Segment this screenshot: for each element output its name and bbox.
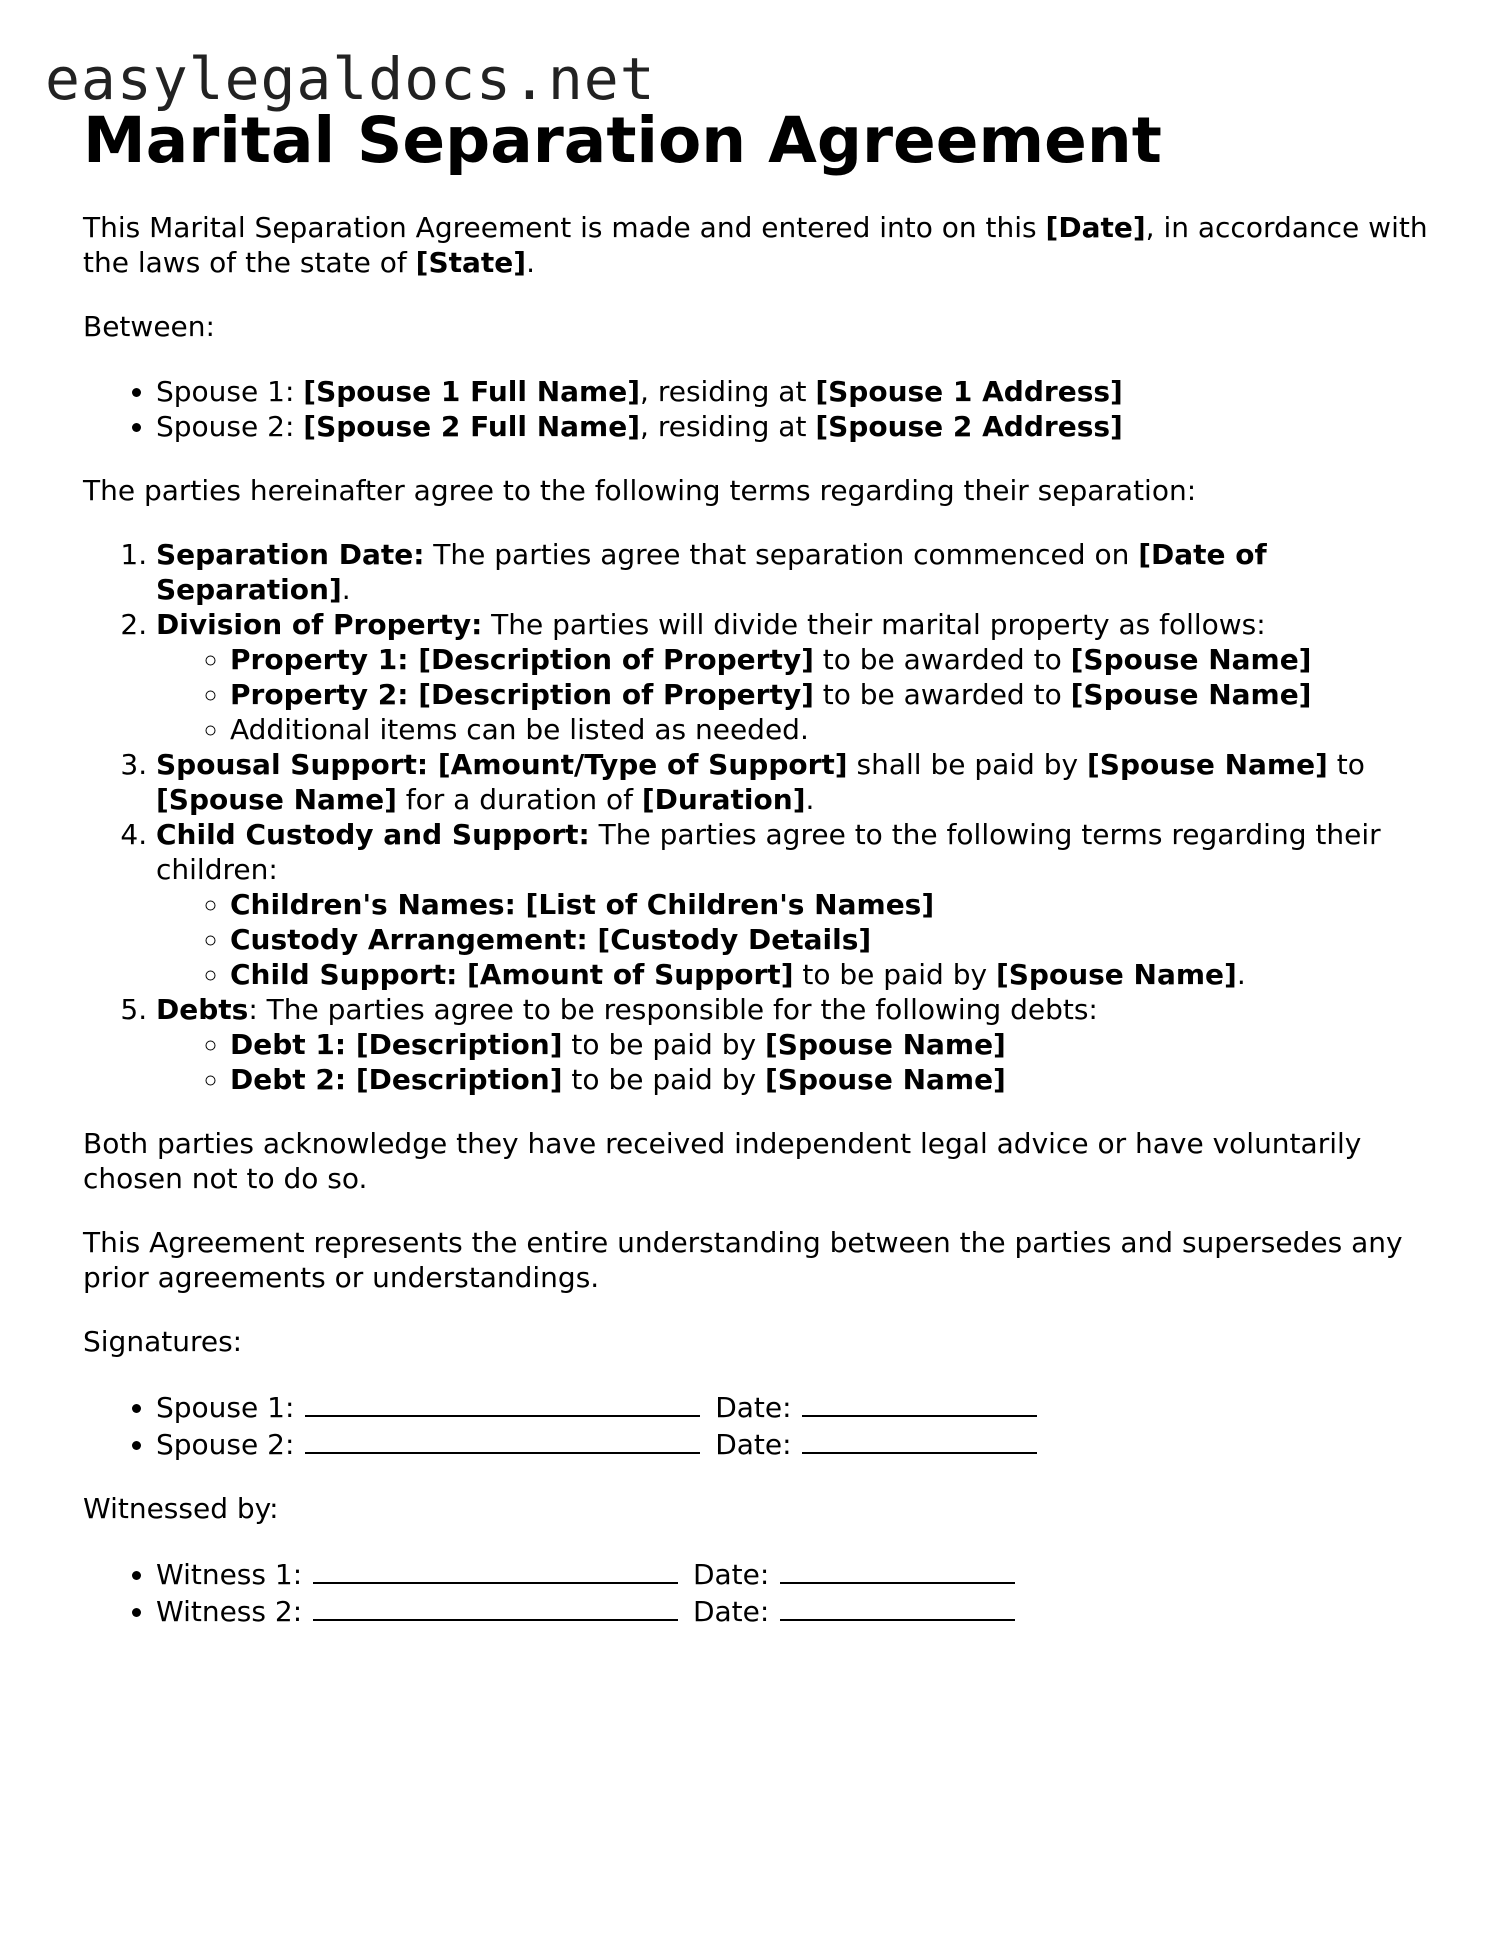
property-additional: ◦ Additional items can be listed as needed. [230,712,1443,747]
property-item [230,642,1443,677]
party-spouse-2 [156,409,1443,444]
term-spousal-support [156,747,1443,817]
property-item [230,677,1443,712]
party-spouse-1 [156,374,1443,409]
witnessed-label: Witnessed by: [83,1492,279,1525]
spouse-name-placeholder: [Spouse 2 Full Name] [303,410,641,443]
term-child-custody [156,817,1443,992]
property-list [156,642,1443,747]
term-text: to be paid by [562,1063,765,1096]
term-heading: Separation Date: [156,538,425,571]
duration-placeholder: [Duration] [641,783,806,816]
witness-signature-line[interactable] [313,1592,678,1621]
property-placeholder: Property 1: [Description of Property] [230,643,814,676]
child-support-placeholder: Child Support: [Amount of Support] [230,958,794,991]
term-heading: Division of Property: [156,608,483,641]
custody-arrangement-item [230,922,1443,957]
spouse-name-placeholder: [Spouse Name] [1070,643,1312,676]
witness-signature-line[interactable] [313,1555,678,1584]
term-text: The parties will divide their marital property as follows: [482,608,1266,641]
custody-arrangement-placeholder: Custody Arrangement: [Custody Details] [230,923,872,956]
term-text: The parties agree that separation commenced on [424,538,1139,571]
debt-placeholder: Debt 1: [Description] [230,1028,563,1061]
acknowledgement-paragraph: Both parties acknowledge they have received independent legal advice or have voluntarily chosen not to do so. [83,1127,1362,1195]
site-watermark: easylegaldocs.net [45,45,656,113]
spouse-address-placeholder: [Spouse 1 Address] [815,375,1123,408]
party-text: , residing at [640,410,816,443]
date-line[interactable] [780,1555,1015,1584]
signature-row-spouse-2 [156,1425,1443,1462]
party-label: Spouse 1: [156,375,304,408]
witness-row-2 [156,1592,1443,1629]
parties-list [83,374,1443,444]
spouse-name-placeholder: [Spouse 1 Full Name] [303,375,641,408]
term-text: for a duration of [396,783,642,816]
signature-label: Spouse 1: [156,1391,295,1424]
witness-label: Witness 1: [156,1558,303,1591]
agreement-date-placeholder: [Date] [1045,211,1146,244]
term-text: The parties agree to the following terms regarding their children: [156,818,1381,886]
childrens-names-placeholder: Children's Names: [List of Children's Names] [230,888,935,921]
term-text: . [805,783,815,816]
spouse-name-placeholder: [Spouse Name] [764,1063,1006,1096]
term-text: . [341,573,351,606]
witnesses-list [83,1555,1443,1629]
intro-text: , in accordance with the laws of the state of [83,211,1428,279]
intro-text: . [526,246,535,279]
spouse-name-placeholder: [Spouse Name] [156,783,397,816]
debt-item [230,1062,1443,1097]
intro-text: This Marital Separation Agreement is made and entered into on this [83,211,1046,244]
term-text: to be paid by [793,958,996,991]
terms-list [83,537,1443,1097]
spouse-name-placeholder: [Spouse Name] [995,958,1237,991]
witness-row-1 [156,1555,1443,1592]
separation-date-placeholder: [Date of Separation] [156,538,1267,606]
party-label: Spouse 2: [156,410,304,443]
term-text: : The parties agree to be responsible for the following debts: [248,993,1098,1026]
date-line[interactable] [802,1425,1037,1454]
witness-label: Witness 2: [156,1595,303,1628]
signatures-label: Signatures: [83,1325,243,1358]
date-label: Date: [692,1595,770,1628]
term-text: . [1236,958,1246,991]
signature-row-spouse-1 [156,1388,1443,1425]
date-label: Date: [715,1428,792,1461]
entire-agreement-paragraph: This Agreement represents the entire understanding between the parties and supersedes any prior agreements or understandings. [83,1226,1403,1294]
party-text: , residing at [640,375,816,408]
childrens-names-item [230,887,1443,922]
term-division-of-property [156,607,1443,747]
document-title: Marital Separation Agreement [83,104,1162,177]
custody-list [156,887,1443,992]
spouse-address-placeholder: [Spouse 2 Address] [815,410,1123,443]
date-line[interactable] [780,1592,1015,1621]
term-heading: Child Custody and Support: [156,818,590,851]
state-placeholder: [State] [415,246,527,279]
term-debts [156,992,1443,1097]
document [83,104,1443,1629]
term-heading: Spousal Support: [Amount/Type of Support] [156,748,848,781]
date-label: Date: [715,1391,792,1424]
date-label: Date: [692,1558,770,1591]
debt-item [230,1027,1443,1062]
spouse-name-placeholder: [Spouse Name] [1086,748,1328,781]
term-text: to be awarded to [813,643,1071,676]
between-label: Between: [83,310,215,343]
term-text: to be awarded to [813,678,1071,711]
signatures-list [83,1388,1443,1462]
debts-list [156,1027,1443,1097]
property-placeholder: Property 2: [Description of Property] [230,678,814,711]
date-line[interactable] [802,1388,1037,1417]
term-text: to be paid by [562,1028,765,1061]
intro-paragraph [83,210,1443,280]
spouse-name-placeholder: [Spouse Name] [764,1028,1006,1061]
signature-line[interactable] [305,1388,700,1417]
signature-label: Spouse 2: [156,1428,295,1461]
term-text: to [1327,748,1365,781]
term-text: shall be paid by [847,748,1087,781]
term-heading: Debts [156,993,249,1026]
term-separation-date [156,537,1443,607]
child-support-item [230,957,1443,992]
signature-line[interactable] [305,1425,700,1454]
spouse-name-placeholder: [Spouse Name] [1070,678,1312,711]
debt-placeholder: Debt 2: [Description] [230,1063,563,1096]
terms-intro: The parties hereinafter agree to the following terms regarding their separation: [83,474,1197,507]
